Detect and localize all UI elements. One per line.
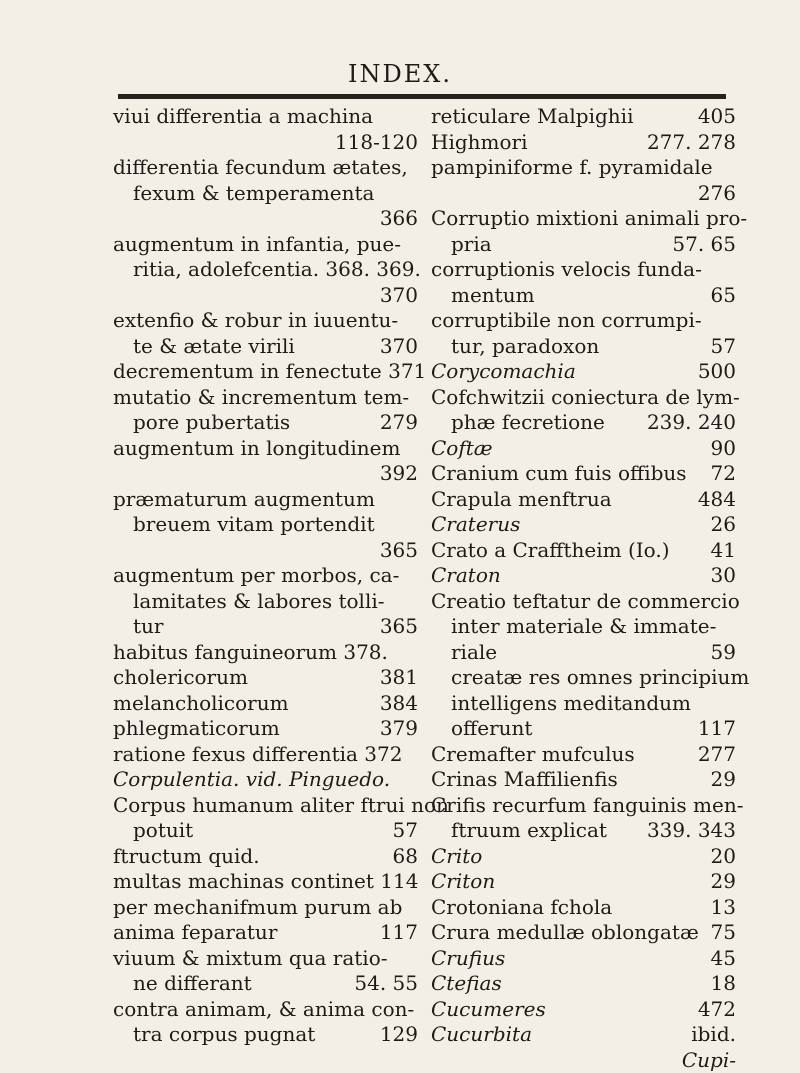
- index-entry: [113, 946, 418, 972]
- page-reference: ibid.: [691, 1022, 736, 1048]
- entry-text: phæ fecretione: [451, 410, 605, 436]
- entry-text: Crapula menftrua: [431, 487, 612, 513]
- page-reference: 59: [711, 640, 736, 666]
- index-entry: [113, 538, 418, 564]
- entry-text: differentia fecundum ætates,: [113, 155, 408, 181]
- entry-text: augmentum per morbos, ca-: [113, 563, 399, 589]
- page-reference: 68: [393, 844, 418, 870]
- page-reference: 41: [711, 538, 736, 564]
- entry-text: anima feparatur: [113, 920, 277, 946]
- index-entry: [431, 410, 736, 436]
- index-entry: [113, 232, 418, 258]
- page-reference: 239. 240: [647, 410, 736, 436]
- index-entry: [431, 283, 736, 309]
- entry-text: Highmori: [431, 130, 527, 156]
- entry-text: ne differant: [133, 971, 252, 997]
- index-entry: [431, 461, 736, 487]
- page-reference: 279: [380, 410, 418, 436]
- entry-text: lamitates & labores tolli-: [133, 589, 385, 615]
- entry-text: Corpus humanum aliter ftrui non: [113, 793, 449, 819]
- entry-text: Cremafter mufculus: [431, 742, 635, 768]
- entry-text: Creatio teftatur de commercio: [431, 589, 740, 615]
- index-entry: [113, 1022, 418, 1048]
- index-entry: [431, 512, 736, 538]
- entry-text: Crito: [431, 844, 482, 870]
- entry-text: Ctefias: [431, 971, 502, 997]
- page-reference: 484: [698, 487, 736, 513]
- entry-text: intelligens meditandum: [451, 691, 691, 717]
- index-entry: [113, 563, 418, 589]
- entry-text: decrementum in fenectute 371: [113, 359, 426, 385]
- page-reference: 366: [380, 206, 418, 232]
- entry-text: ftruum explicat: [451, 818, 607, 844]
- index-entry: [113, 742, 418, 768]
- entry-text: tur: [133, 614, 163, 640]
- index-entry: [431, 895, 736, 921]
- index-entry: [431, 793, 736, 819]
- index-entry: [431, 869, 736, 895]
- index-entry: [431, 538, 736, 564]
- entry-text: mentum: [451, 283, 535, 309]
- index-entry: [113, 818, 418, 844]
- index-entry: [431, 104, 736, 130]
- page-reference: 118-120: [335, 130, 418, 156]
- index-column-left: [113, 104, 418, 1048]
- entry-text: Corycomachia: [431, 359, 576, 385]
- entry-text: pampiniforme f. pyramidale: [431, 155, 713, 181]
- index-entry: [113, 436, 418, 462]
- entry-text: Crato a Crafftheim (Io.): [431, 538, 670, 564]
- entry-text: inter materiale & immate-: [451, 614, 716, 640]
- page-reference: 405: [698, 104, 736, 130]
- index-entry: [113, 359, 418, 385]
- catchword: Cupi-: [682, 1048, 736, 1073]
- entry-text: viui differentia a machina: [113, 104, 373, 130]
- entry-text: fexum & temperamenta: [133, 181, 374, 207]
- page-reference: 18: [711, 971, 736, 997]
- page-reference: 384: [380, 691, 418, 717]
- index-entry: [113, 640, 418, 666]
- page-reference: 392: [380, 461, 418, 487]
- index-entry: [431, 971, 736, 997]
- index-entry: [113, 130, 418, 156]
- entry-text: corruptibile non corrumpi-: [431, 308, 702, 334]
- page-reference: 339. 343: [647, 818, 736, 844]
- index-entry: [113, 334, 418, 360]
- entry-text: cholericorum: [113, 665, 248, 691]
- page-reference: 90: [711, 436, 736, 462]
- page-reference: 277. 278: [647, 130, 736, 156]
- index-column-right: [431, 104, 736, 1073]
- entry-text: Cucumeres: [431, 997, 546, 1023]
- index-entry: [431, 818, 736, 844]
- entry-text: ratione fexus differentia 372: [113, 742, 402, 768]
- index-entry: [431, 385, 736, 411]
- index-entry: [113, 997, 418, 1023]
- index-entry: [113, 793, 418, 819]
- entry-text: multas machinas continet 114: [113, 869, 418, 895]
- entry-text: tur, paradoxon: [451, 334, 599, 360]
- index-entry: [431, 665, 736, 691]
- index-entry: [431, 946, 736, 972]
- page-reference: 57: [393, 818, 418, 844]
- index-entry: [113, 895, 418, 921]
- index-entry: [113, 181, 418, 207]
- entry-text: melancholicorum: [113, 691, 289, 717]
- entry-text: corruptionis velocis funda-: [431, 257, 702, 283]
- index-entry: [113, 691, 418, 717]
- page-reference: 75: [711, 920, 736, 946]
- entry-text: augmentum in longitudinem: [113, 436, 400, 462]
- index-entry: [113, 512, 418, 538]
- index-entry: [431, 232, 736, 258]
- entry-text: Cofchwitzii coniectura de lym-: [431, 385, 740, 411]
- index-entry: [431, 359, 736, 385]
- index-entry: [431, 844, 736, 870]
- index-entry: [113, 461, 418, 487]
- index-entry: [431, 436, 736, 462]
- entry-text: Crotoniana fchola: [431, 895, 612, 921]
- page-reference: 20: [711, 844, 736, 870]
- header-rule: [118, 94, 726, 99]
- index-entry: [113, 971, 418, 997]
- page-header: INDEX.: [0, 60, 800, 88]
- entry-text: potuit: [133, 818, 193, 844]
- entry-text: Cranium cum fuis offibus: [431, 461, 687, 487]
- page-reference: 13: [711, 895, 736, 921]
- entry-text: Crufius: [431, 946, 505, 972]
- entry-text: breuem vitam portendit: [133, 512, 375, 538]
- entry-text: mutatio & incrementum tem-: [113, 385, 409, 411]
- index-entry: [431, 691, 736, 717]
- index-entry: [431, 589, 736, 615]
- index-entry: [113, 257, 418, 283]
- index-entry: [113, 283, 418, 309]
- entry-text: contra animam, & anima con-: [113, 997, 414, 1023]
- page-reference: 54. 55: [354, 971, 418, 997]
- index-entry: [431, 130, 736, 156]
- page-reference: 117: [698, 716, 736, 742]
- index-entry: [431, 716, 736, 742]
- entry-text: Corruptio mixtioni animali pro-: [431, 206, 747, 232]
- entry-text: reticulare Malpighii: [431, 104, 633, 130]
- page-reference: 72: [711, 461, 736, 487]
- index-entry: [113, 665, 418, 691]
- entry-text: Craterus: [431, 512, 520, 538]
- index-entry: [113, 487, 418, 513]
- index-entry: [431, 614, 736, 640]
- entry-text: Corpulentia. vid. Pinguedo.: [113, 767, 390, 793]
- index-entry: [431, 920, 736, 946]
- entry-text: pria: [451, 232, 492, 258]
- index-entry: [431, 308, 736, 334]
- entry-text: ritia, adolefcentia. 368. 369.: [133, 257, 421, 283]
- index-entry: [431, 640, 736, 666]
- page-reference: 370: [380, 334, 418, 360]
- page-reference: 500: [698, 359, 736, 385]
- page-reference: 26: [711, 512, 736, 538]
- entry-text: Cucurbita: [431, 1022, 532, 1048]
- entry-text: augmentum in infantia, pue-: [113, 232, 401, 258]
- page-reference: 129: [380, 1022, 418, 1048]
- index-entry: [113, 844, 418, 870]
- entry-text: Craton: [431, 563, 501, 589]
- index-entry: [431, 155, 736, 181]
- index-entry: [113, 869, 418, 895]
- index-entry: [113, 308, 418, 334]
- entry-text: creatæ res omnes principium: [451, 665, 749, 691]
- catchword-line: [431, 1048, 736, 1073]
- page-reference: 379: [380, 716, 418, 742]
- page-reference: 29: [711, 767, 736, 793]
- index-entry: [113, 385, 418, 411]
- entry-text: præmaturum augmentum: [113, 487, 375, 513]
- index-entry: [113, 716, 418, 742]
- entry-text: pore pubertatis: [133, 410, 290, 436]
- page-reference: 117: [380, 920, 418, 946]
- index-entry: [431, 767, 736, 793]
- index-entry: [113, 920, 418, 946]
- entry-text: Criton: [431, 869, 495, 895]
- entry-text: riale: [451, 640, 497, 666]
- entry-text: te & ætate virili: [133, 334, 295, 360]
- index-entry: [431, 1022, 736, 1048]
- entry-text: Crifis recurfum fanguinis men-: [431, 793, 744, 819]
- entry-text: offerunt: [451, 716, 532, 742]
- index-entry: [431, 997, 736, 1023]
- entry-text: extenfio & robur in iuuentu-: [113, 308, 398, 334]
- index-entry: [431, 257, 736, 283]
- page-reference: 365: [380, 614, 418, 640]
- page-reference: 277: [698, 742, 736, 768]
- page-reference: 381: [380, 665, 418, 691]
- index-entry: [113, 614, 418, 640]
- index-entry: [431, 181, 736, 207]
- page-reference: 65: [711, 283, 736, 309]
- page-reference: 30: [711, 563, 736, 589]
- entry-text: tra corpus pugnat: [133, 1022, 315, 1048]
- index-entry: [113, 206, 418, 232]
- index-entry: [113, 155, 418, 181]
- entry-text: ftructum quid.: [113, 844, 260, 870]
- page-reference: 57: [711, 334, 736, 360]
- entry-text: Coftæ: [431, 436, 493, 462]
- index-entry: [431, 206, 736, 232]
- page-reference: 57. 65: [672, 232, 736, 258]
- index-entry: [113, 589, 418, 615]
- index-entry: [431, 334, 736, 360]
- page-reference: 370: [380, 283, 418, 309]
- page-reference: 472: [698, 997, 736, 1023]
- index-entry: [113, 767, 418, 793]
- index-entry: [113, 104, 418, 130]
- entry-text: habitus fanguineorum 378.: [113, 640, 388, 666]
- page-reference: 365: [380, 538, 418, 564]
- entry-text: viuum & mixtum qua ratio-: [113, 946, 388, 972]
- entry-text: Crura medullæ oblongatæ: [431, 920, 699, 946]
- entry-text: phlegmaticorum: [113, 716, 280, 742]
- index-entry: [431, 487, 736, 513]
- page-reference: 29: [711, 869, 736, 895]
- index-entry: [113, 410, 418, 436]
- entry-text: per mechanifmum purum ab: [113, 895, 402, 921]
- index-entry: [431, 742, 736, 768]
- index-entry: [431, 563, 736, 589]
- entry-text: Crinas Maffilienfis: [431, 767, 618, 793]
- page-reference: 45: [711, 946, 736, 972]
- page-reference: 276: [698, 181, 736, 207]
